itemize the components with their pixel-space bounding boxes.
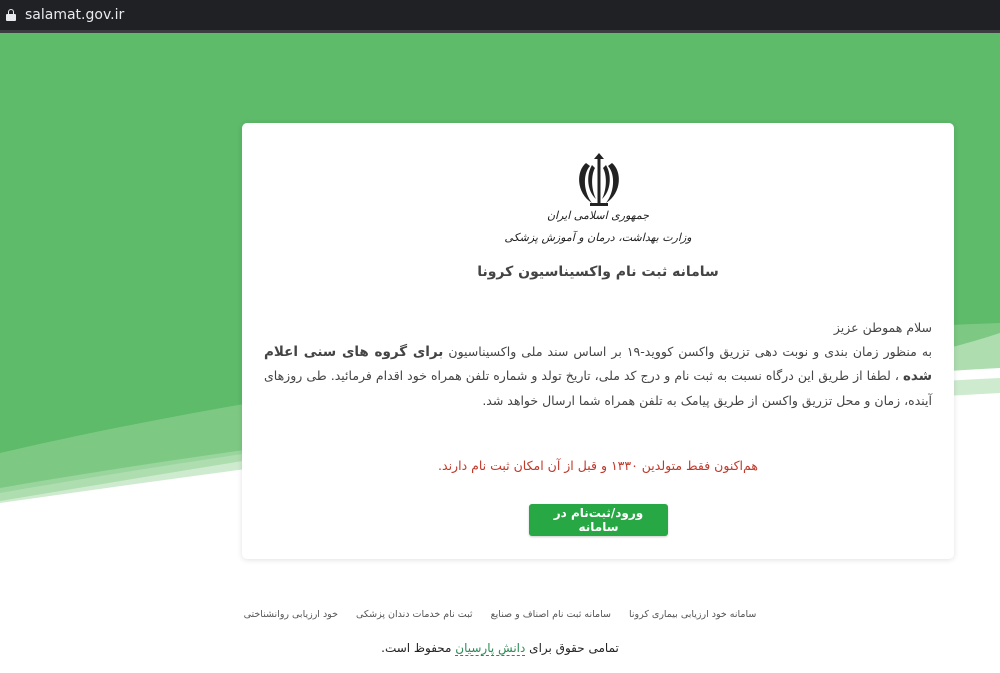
copyright-suffix: محفوظ است. (381, 641, 456, 655)
instructions-paragraph (264, 340, 932, 413)
emblem-caption-ministry: وزارت بهداشت، درمان و آموزش پزشکی (504, 231, 692, 244)
url-text[interactable]: salamat.gov.ir (25, 7, 125, 23)
copyright-prefix: تمامی حقوق برای (525, 641, 619, 655)
iran-emblem-icon (572, 153, 626, 209)
page-title: سامانه ثبت نام واکسیناسیون کرونا (477, 264, 719, 280)
footer-link-dental-services[interactable]: ثبت نام خدمات دندان پزشکی (355, 609, 473, 620)
instructions-part1: به منظور زمان بندی و نوبت دهی تزریق واکسن کووید-۱۹ بر اساس سند ملی واکسیناسیون (443, 343, 933, 359)
registration-card (242, 123, 954, 559)
intro-text (264, 316, 932, 412)
footer-copyright (0, 641, 1000, 655)
login-register-button[interactable]: ورود/ثبت‌نام در سامانه (529, 504, 668, 536)
copyright-brand-link[interactable]: دانش پارسیان (455, 641, 526, 655)
footer-link-corona-self-assessment[interactable]: سامانه خود ارزیابی بیماری کرونا (628, 609, 757, 620)
instructions-part2: ، لطفا از طریق این درگاه نسبت به ثبت نام و درج کد ملی، تاریخ تولد و شماره تلفن همراه خود اقدام فرمائید. طی روزهای آینده، زمان و محل تزریق واکسن از طریق پیامک به تلفن همراه شما ارسال خواهد شد. (264, 368, 932, 408)
lock-icon[interactable] (6, 9, 16, 21)
footer-link-psych-self-assessment[interactable]: خود ارزیابی روانشناختی (243, 609, 338, 620)
eligibility-notice: هم‌اکنون فقط متولدین ۱۳۳۰ و قبل از آن امکان ثبت نام دارند. (438, 458, 758, 473)
footer-links (0, 609, 1000, 620)
browser-address-bar[interactable] (0, 0, 1000, 30)
emblem-caption-republic: جمهوری اسلامی ایران (546, 209, 650, 222)
greeting-text: سلام هموطن عزیز (833, 320, 932, 335)
instructions-bold: برای گروه های سنی اعلام شده (264, 343, 932, 384)
footer-link-guilds-registration[interactable]: سامانه ثبت نام اصناف و صنایع (490, 609, 611, 620)
